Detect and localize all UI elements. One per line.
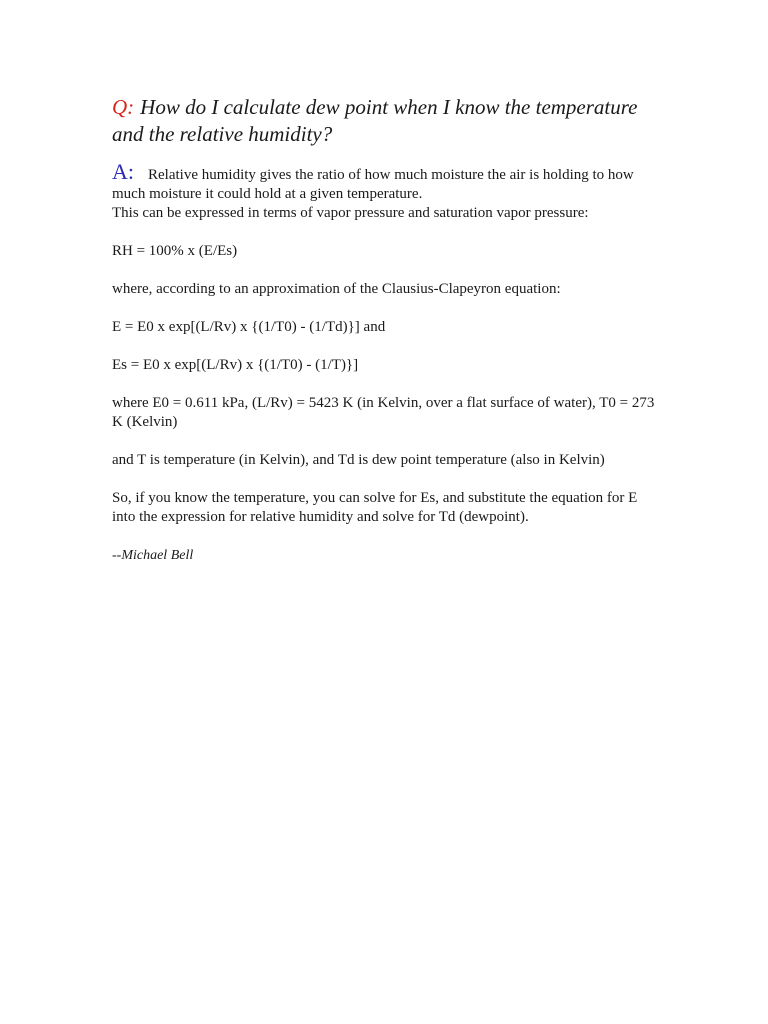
formula-e: E = E0 x exp[(L/Rv) x {(1/T0) - (1/Td)}] and: [112, 319, 386, 335]
conclusion-text: So, if you know the temperature, you can solve for Es, and substitute the equation for E into the expression for relative humidity and solve for Td (dewpoint).: [112, 490, 638, 525]
where-clause: where, according to an approximation of the Clausius-Clapeyron equation:: [112, 281, 561, 297]
question-marker: Q:: [112, 95, 135, 119]
formula-rh: RH = 100% x (E/Es): [112, 243, 238, 259]
formula-es: Es = E0 x exp[(L/Rv) x {(1/T0) - (1/T)}]: [112, 357, 359, 373]
answer-marker: A:: [112, 159, 134, 184]
question-heading: [112, 94, 657, 148]
answer-intro: [112, 159, 657, 204]
constants-text: where E0 = 0.611 kPa, (L/Rv) = 5423 K (in Kelvin, over a flat surface of water), T0 = 273 K (Kelvin): [112, 395, 655, 430]
answer-intro-continued: [112, 204, 657, 223]
variables-text: and T is temperature (in Kelvin), and Td is dew point temperature (also in Kelvin): [112, 452, 605, 468]
question-text: How do I calculate dew point when I know the temperature and the relative humidity?: [112, 95, 638, 146]
document-page: [112, 94, 657, 579]
answer-intro-text-2: This can be expressed in terms of vapor pressure and saturation vapor pressure:: [112, 205, 589, 221]
author-signature: --Michael Bell: [112, 548, 194, 563]
answer-intro-text: Relative humidity gives the ratio of how much moisture the air is holding to how much moisture it could hold at a given temperature.: [112, 167, 634, 202]
